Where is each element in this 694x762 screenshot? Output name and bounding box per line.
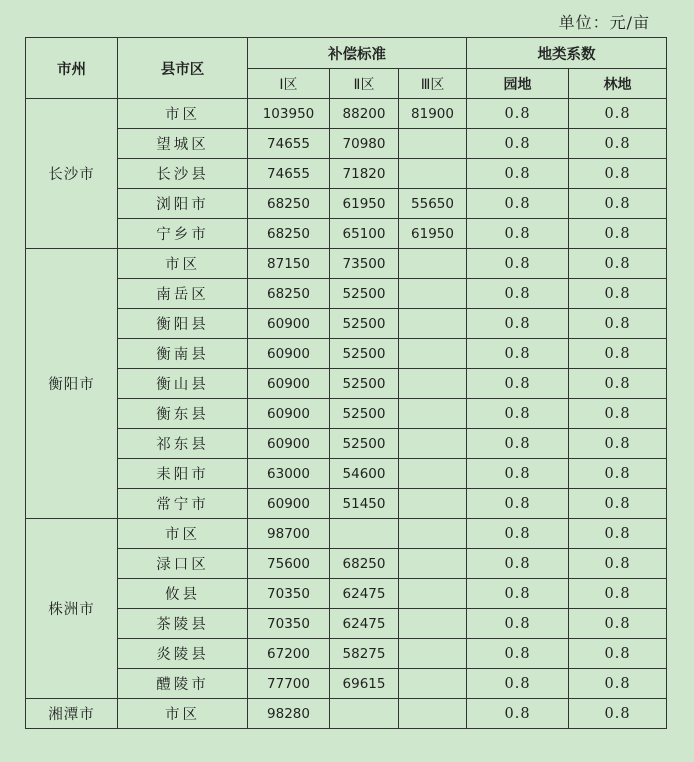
county-cell: 望城区: [118, 129, 248, 159]
county-cell: 衡东县: [118, 399, 248, 429]
zone2-cell: 52500: [330, 399, 399, 429]
zone2-cell: 61950: [330, 189, 399, 219]
zone2-cell: 52500: [330, 339, 399, 369]
zone3-cell: [399, 669, 467, 699]
zone2-cell: 52500: [330, 309, 399, 339]
county-cell: 浏阳市: [118, 189, 248, 219]
zone2-cell: 68250: [330, 549, 399, 579]
zone2-cell: [330, 519, 399, 549]
county-cell: 市区: [118, 699, 248, 729]
zone1-cell: 70350: [248, 609, 330, 639]
zone1-cell: 87150: [248, 249, 330, 279]
header-garden: 园地: [467, 69, 569, 99]
county-cell: 衡南县: [118, 339, 248, 369]
zone3-cell: [399, 399, 467, 429]
garden-coef-cell: 0.8: [467, 519, 569, 549]
forest-coef-cell: 0.8: [569, 339, 667, 369]
zone2-cell: 65100: [330, 219, 399, 249]
compensation-table: [25, 37, 667, 729]
zone2-cell: 51450: [330, 489, 399, 519]
county-cell: 市区: [118, 519, 248, 549]
zone1-cell: 60900: [248, 399, 330, 429]
county-cell: 茶陵县: [118, 609, 248, 639]
zone3-cell: [399, 309, 467, 339]
forest-coef-cell: 0.8: [569, 219, 667, 249]
forest-coef-cell: 0.8: [569, 549, 667, 579]
zone1-cell: 74655: [248, 129, 330, 159]
city-cell: 衡阳市: [26, 249, 118, 519]
garden-coef-cell: 0.8: [467, 669, 569, 699]
forest-coef-cell: 0.8: [569, 489, 667, 519]
table-row: [26, 399, 667, 429]
table-row: [26, 579, 667, 609]
forest-coef-cell: 0.8: [569, 459, 667, 489]
header-zone3: Ⅲ区: [399, 69, 467, 99]
garden-coef-cell: 0.8: [467, 279, 569, 309]
garden-coef-cell: 0.8: [467, 189, 569, 219]
forest-coef-cell: 0.8: [569, 699, 667, 729]
zone1-cell: 63000: [248, 459, 330, 489]
forest-coef-cell: 0.8: [569, 519, 667, 549]
zone3-cell: [399, 339, 467, 369]
zone1-cell: 60900: [248, 429, 330, 459]
zone1-cell: 77700: [248, 669, 330, 699]
city-cell: 长沙市: [26, 99, 118, 249]
zone1-cell: 103950: [248, 99, 330, 129]
forest-coef-cell: 0.8: [569, 429, 667, 459]
table-row: [26, 459, 667, 489]
forest-coef-cell: 0.8: [569, 129, 667, 159]
zone3-cell: [399, 159, 467, 189]
garden-coef-cell: 0.8: [467, 549, 569, 579]
forest-coef-cell: 0.8: [569, 159, 667, 189]
table-row: [26, 429, 667, 459]
table-header: [26, 38, 667, 99]
header-zone2: Ⅱ区: [330, 69, 399, 99]
county-cell: 耒阳市: [118, 459, 248, 489]
garden-coef-cell: 0.8: [467, 219, 569, 249]
zone3-cell: 81900: [399, 99, 467, 129]
zone2-cell: [330, 699, 399, 729]
county-cell: 衡山县: [118, 369, 248, 399]
garden-coef-cell: 0.8: [467, 309, 569, 339]
table-row: [26, 339, 667, 369]
garden-coef-cell: 0.8: [467, 639, 569, 669]
garden-coef-cell: 0.8: [467, 369, 569, 399]
zone3-cell: [399, 489, 467, 519]
zone2-cell: 69615: [330, 669, 399, 699]
garden-coef-cell: 0.8: [467, 609, 569, 639]
county-cell: 攸县: [118, 579, 248, 609]
table-body: [26, 99, 667, 729]
zone3-cell: 61950: [399, 219, 467, 249]
zone2-cell: 58275: [330, 639, 399, 669]
forest-coef-cell: 0.8: [569, 669, 667, 699]
zone1-cell: 68250: [248, 189, 330, 219]
zone1-cell: 75600: [248, 549, 330, 579]
header-county: 县市区: [118, 38, 248, 99]
zone3-cell: [399, 549, 467, 579]
table-row: [26, 699, 667, 729]
zone3-cell: [399, 639, 467, 669]
county-cell: 市区: [118, 249, 248, 279]
table-row: [26, 519, 667, 549]
zone2-cell: 71820: [330, 159, 399, 189]
county-cell: 常宁市: [118, 489, 248, 519]
zone2-cell: 54600: [330, 459, 399, 489]
zone3-cell: [399, 369, 467, 399]
garden-coef-cell: 0.8: [467, 579, 569, 609]
forest-coef-cell: 0.8: [569, 399, 667, 429]
table-row: [26, 489, 667, 519]
zone2-cell: 88200: [330, 99, 399, 129]
zone2-cell: 52500: [330, 279, 399, 309]
forest-coef-cell: 0.8: [569, 279, 667, 309]
header-compensation: 补偿标准: [248, 38, 467, 69]
zone1-cell: 60900: [248, 369, 330, 399]
zone1-cell: 70350: [248, 579, 330, 609]
zone3-cell: [399, 609, 467, 639]
zone2-cell: 62475: [330, 609, 399, 639]
zone3-cell: [399, 699, 467, 729]
zone2-cell: 52500: [330, 429, 399, 459]
table-row: [26, 219, 667, 249]
zone3-cell: [399, 519, 467, 549]
garden-coef-cell: 0.8: [467, 99, 569, 129]
table-row: [26, 609, 667, 639]
unit-label: 单位：元/亩: [558, 13, 650, 32]
forest-coef-cell: 0.8: [569, 369, 667, 399]
table-row: [26, 309, 667, 339]
zone1-cell: 60900: [248, 309, 330, 339]
forest-coef-cell: 0.8: [569, 99, 667, 129]
county-cell: 宁乡市: [118, 219, 248, 249]
table-row: [26, 99, 667, 129]
garden-coef-cell: 0.8: [467, 429, 569, 459]
zone2-cell: 73500: [330, 249, 399, 279]
garden-coef-cell: 0.8: [467, 159, 569, 189]
county-cell: 南岳区: [118, 279, 248, 309]
header-forest: 林地: [569, 69, 667, 99]
zone1-cell: 60900: [248, 489, 330, 519]
county-cell: 衡阳县: [118, 309, 248, 339]
table-row: [26, 369, 667, 399]
zone1-cell: 98700: [248, 519, 330, 549]
header-city: 市州: [26, 38, 118, 99]
county-cell: 市区: [118, 99, 248, 129]
city-cell: 湘潭市: [26, 699, 118, 729]
forest-coef-cell: 0.8: [569, 639, 667, 669]
garden-coef-cell: 0.8: [467, 399, 569, 429]
garden-coef-cell: 0.8: [467, 339, 569, 369]
zone3-cell: [399, 459, 467, 489]
county-cell: 渌口区: [118, 549, 248, 579]
table-row: [26, 189, 667, 219]
forest-coef-cell: 0.8: [569, 309, 667, 339]
table-row: [26, 129, 667, 159]
garden-coef-cell: 0.8: [467, 459, 569, 489]
zone2-cell: 62475: [330, 579, 399, 609]
table-row: [26, 279, 667, 309]
forest-coef-cell: 0.8: [569, 249, 667, 279]
city-cell: 株洲市: [26, 519, 118, 699]
garden-coef-cell: 0.8: [467, 129, 569, 159]
zone3-cell: [399, 579, 467, 609]
zone3-cell: [399, 279, 467, 309]
zone3-cell: [399, 249, 467, 279]
table-row: [26, 249, 667, 279]
garden-coef-cell: 0.8: [467, 489, 569, 519]
zone1-cell: 68250: [248, 219, 330, 249]
zone1-cell: 60900: [248, 339, 330, 369]
forest-coef-cell: 0.8: [569, 189, 667, 219]
zone2-cell: 52500: [330, 369, 399, 399]
zone1-cell: 74655: [248, 159, 330, 189]
zone1-cell: 98280: [248, 699, 330, 729]
header-zone1: Ⅰ区: [248, 69, 330, 99]
zone2-cell: 70980: [330, 129, 399, 159]
zone3-cell: [399, 129, 467, 159]
forest-coef-cell: 0.8: [569, 609, 667, 639]
table-row: [26, 639, 667, 669]
forest-coef-cell: 0.8: [569, 579, 667, 609]
garden-coef-cell: 0.8: [467, 249, 569, 279]
county-cell: 长沙县: [118, 159, 248, 189]
zone3-cell: 55650: [399, 189, 467, 219]
table-row: [26, 159, 667, 189]
county-cell: 醴陵市: [118, 669, 248, 699]
garden-coef-cell: 0.8: [467, 699, 569, 729]
zone1-cell: 68250: [248, 279, 330, 309]
zone3-cell: [399, 429, 467, 459]
zone1-cell: 67200: [248, 639, 330, 669]
county-cell: 祁东县: [118, 429, 248, 459]
county-cell: 炎陵县: [118, 639, 248, 669]
header-land-coef: 地类系数: [467, 38, 667, 69]
table-row: [26, 669, 667, 699]
table-row: [26, 549, 667, 579]
